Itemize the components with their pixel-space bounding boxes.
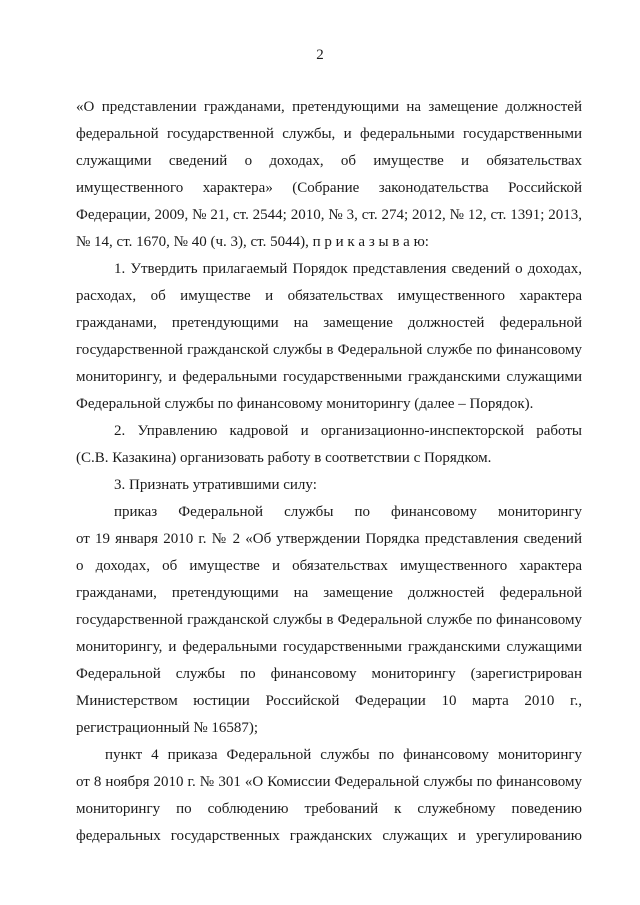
text-line: регистрационный № 16587); bbox=[76, 720, 259, 736]
text-line: 3. Признать утратившими силу: bbox=[114, 477, 317, 493]
text-line: мониторингу по соблюдению требований к служебному поведению bbox=[76, 801, 582, 817]
text-line: пункт 4 приказа Федеральной службы по финансовому мониторингу bbox=[105, 747, 582, 763]
text-line: мониторингу, и федеральными государственными гражданскими служащими bbox=[76, 639, 582, 655]
text-line: гражданами, претендующими на замещение должностей федеральной bbox=[76, 585, 582, 601]
text-line: «О представлении гражданами, претендующими на замещение должностей bbox=[76, 99, 582, 115]
text-line: государственной гражданской службы в Федеральной службе по финансовому bbox=[76, 612, 582, 628]
text-line: Федеральной службы по финансовому мониторингу (далее – Порядок). bbox=[76, 396, 534, 412]
text-line: федеральных государственных гражданских служащих и урегулированию bbox=[76, 828, 582, 844]
text-line: Министерством юстиции Российской Федерации 10 марта 2010 г., bbox=[76, 693, 582, 709]
text-line: Федеральной службы по финансовому мониторингу (зарегистрирован bbox=[76, 666, 582, 682]
text-line: № 14, ст. 1670, № 40 (ч. 3), ст. 5044), п р и к а з ы в а ю: bbox=[76, 234, 429, 250]
text-line: приказ Федеральной службы по финансовому мониторингу bbox=[114, 504, 582, 520]
text-line: 1. Утвердить прилагаемый Порядок представления сведений о доходах, bbox=[114, 261, 582, 277]
text-line: расходах, об имуществе и обязательствах имущественного характера bbox=[76, 288, 582, 304]
text-line: о доходах, об имуществе и обязательствах имущественного характера bbox=[76, 558, 582, 574]
text-line: имущественного характера» (Собрание законодательства Российской bbox=[76, 180, 582, 196]
text-line: гражданами, претендующими на замещение должностей федеральной bbox=[76, 315, 582, 331]
text-line: (С.В. Казакина) организовать работу в соответствии с Порядком. bbox=[76, 450, 492, 466]
text-line: от 8 ноября 2010 г. № 301 «О Комиссии Федеральной службы по финансовому bbox=[76, 774, 582, 790]
text-line: служащими сведений о доходах, об имуществе и обязательствах bbox=[76, 153, 582, 169]
text-line: федеральной государственной службы, и федеральными государственными bbox=[76, 126, 582, 142]
text-line: 2. Управлению кадровой и организационно-инспекторской работы bbox=[114, 423, 582, 439]
text-line: Федерации, 2009, № 21, ст. 2544; 2010, № 3, ст. 274; 2012, № 12, ст. 1391; 2013, bbox=[76, 207, 582, 223]
text-line: от 19 января 2010 г. № 2 «Об утверждении Порядка представления сведений bbox=[76, 531, 582, 547]
page-number: 2 bbox=[316, 47, 324, 63]
text-line: государственной гражданской службы в Федеральной службе по финансовому bbox=[76, 342, 582, 358]
text-line: мониторингу, и федеральными государственными гражданскими служащими bbox=[76, 369, 582, 385]
